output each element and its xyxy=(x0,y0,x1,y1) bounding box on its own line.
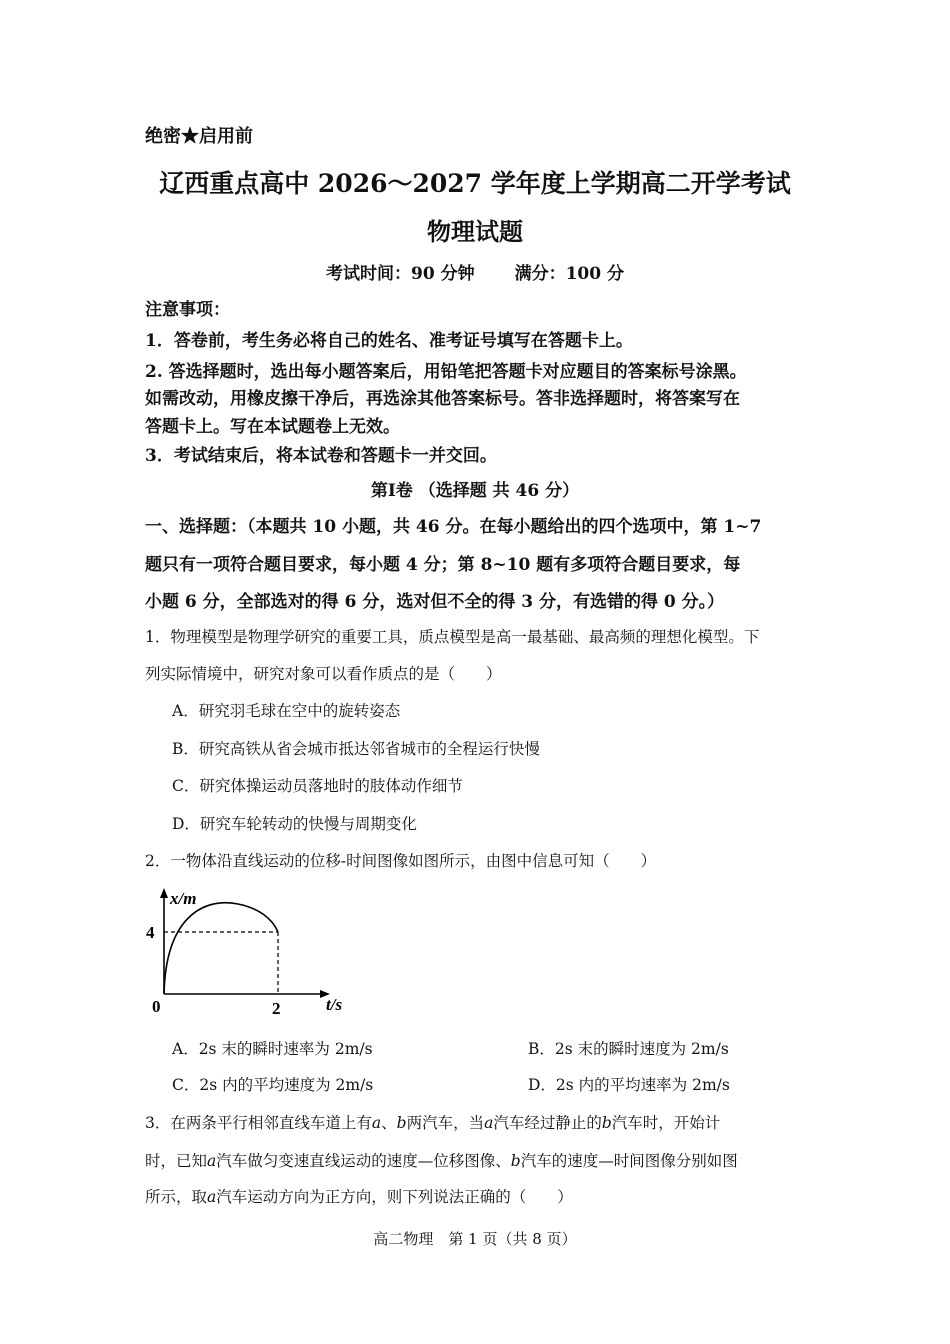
question-3-stem xyxy=(145,1185,573,1207)
question-2-option-b: B．2s 末的瞬时速度为 2m/s xyxy=(528,1040,729,1058)
page-footer: 高二物理 第 1 页（共 8 页） xyxy=(373,1230,577,1248)
notice-line: 1．答卷前，考生务必将自己的姓名、准考证号填写在答题卡上。 xyxy=(145,331,633,351)
question-2-option-a: A．2s 末的瞬时速率为 2m/s xyxy=(172,1040,373,1058)
q3-text: 汽车时，开始计 xyxy=(611,1114,721,1132)
exam-subtitle: 物理试题 xyxy=(427,217,523,246)
notice-line: 如需改动，用橡皮擦干净后，再选涂其他答案标号。答非选择题时，将答案写在 xyxy=(145,389,740,409)
var-b: b xyxy=(510,1152,521,1170)
notice-line: 3．考试结束后，将本试卷和答题卡一并交回。 xyxy=(145,446,497,466)
y-axis-arrow xyxy=(160,888,168,898)
q3-text: 所示，取 xyxy=(145,1188,208,1206)
var-b: b xyxy=(601,1114,612,1132)
y-axis-label: x/m xyxy=(170,889,197,908)
var-a: a xyxy=(207,1152,217,1170)
q3-text: 两汽车，当 xyxy=(406,1114,485,1132)
question-1-option-d: D．研究车轮转动的快慢与周期变化 xyxy=(172,815,417,833)
exam-info xyxy=(0,259,950,284)
notice-title: 注意事项： xyxy=(145,300,230,320)
part-instructions: 一、选择题：（本题共 10 小题，共 46 分。在每小题给出的四个选项中，第 1~7 xyxy=(145,517,762,537)
question-3-stem xyxy=(145,1149,738,1171)
question-3-stem xyxy=(145,1111,720,1133)
x-axis-label: t/s xyxy=(326,995,343,1014)
origin-label: 0 xyxy=(152,997,161,1016)
question-1-option-b: B．研究高铁从省会城市抵达邻省城市的全程运行快慢 xyxy=(172,740,540,758)
var-b: b xyxy=(396,1114,407,1132)
q3-text: 汽车做匀变速直线运动的速度—位移图像、 xyxy=(216,1152,511,1170)
notice-line: 答题卡上。写在本试题卷上无效。 xyxy=(145,417,400,437)
var-a: a xyxy=(484,1114,494,1132)
y-tick-label: 4 xyxy=(146,923,155,942)
question-1-option-c: C．研究体操运动员落地时的肢体动作细节 xyxy=(172,777,463,795)
var-a: a xyxy=(207,1188,217,1206)
exam-time: 考试时间：90 分钟 xyxy=(326,264,475,284)
position-time-graph xyxy=(140,880,360,1020)
question-1-stem: 列实际情境中，研究对象可以看作质点的是（ ） xyxy=(145,665,502,683)
secret-mark: 绝密★启用前 xyxy=(145,126,253,147)
q3-text: 汽车经过静止的 xyxy=(493,1114,602,1132)
part-instructions: 小题 6 分，全部选对的得 6 分，选对但不全的得 3 分，有选错的得 0 分。） xyxy=(145,592,725,612)
q3-text: 汽车的速度—时间图像分别如图 xyxy=(520,1152,738,1170)
part-instructions: 题只有一项符合题目要求，每小题 4 分；第 8~10 题有多项符合题目要求，每 xyxy=(145,555,741,575)
question-2-option-c: C．2s 内的平均速度为 2m/s xyxy=(172,1076,374,1094)
question-1-stem: 1．物理模型是物理学研究的重要工具，质点模型是高一最基础、最高频的理想化模型。下 xyxy=(145,628,760,646)
q3-text: 汽车运动方向为正方向，则下列说法正确的（ ） xyxy=(216,1188,573,1206)
displacement-curve xyxy=(164,903,278,994)
section-title: 第Ⅰ卷 （选择题 共 46 分） xyxy=(370,481,580,501)
exam-title: 辽西重点高中 2026～2027 学年度上学期高二开学考试 xyxy=(159,169,791,198)
full-score: 满分：100 分 xyxy=(514,264,624,284)
q3-text: 时，已知 xyxy=(145,1152,208,1170)
var-a: a xyxy=(371,1114,382,1132)
notice-line: 2. 答选择题时，选出每小题答案后，用铅笔把答题卡对应题目的答案标号涂黑。 xyxy=(145,362,747,382)
question-2-stem: 2．一物体沿直线运动的位移-时间图像如图所示，由图中信息可知（ ） xyxy=(145,852,657,870)
question-2-option-d: D．2s 内的平均速率为 2m/s xyxy=(528,1076,730,1094)
q3-text: 3．在两条平行相邻直线车道上有 xyxy=(145,1114,372,1132)
x-tick-label: 2 xyxy=(272,999,281,1018)
question-1-option-a: A．研究羽毛球在空中的旋转姿态 xyxy=(172,702,401,720)
q3-text: 、 xyxy=(381,1114,397,1132)
